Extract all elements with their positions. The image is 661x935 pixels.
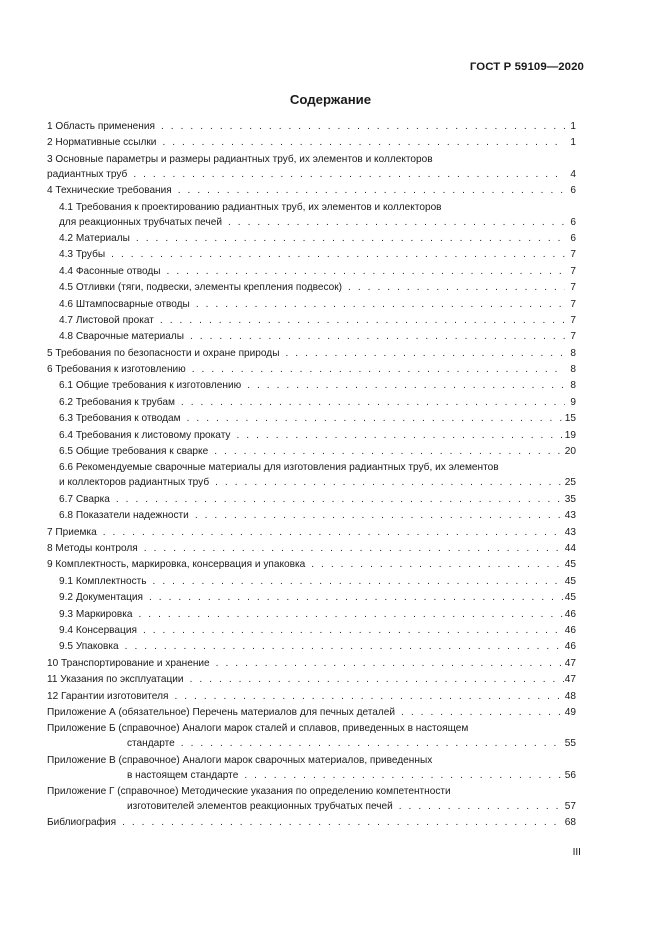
- dot-leader: [285, 346, 565, 361]
- toc-entry-label: 6.2 Требования к трубам: [59, 396, 175, 408]
- table-of-contents: [47, 119, 576, 832]
- dot-leader: [181, 736, 564, 751]
- toc-entry[interactable]: [47, 541, 576, 556]
- toc-entry-label: 5 Требования по безопасности и охране природы: [47, 347, 280, 359]
- toc-entry-label: 6.5 Общие требования к сварке: [59, 446, 209, 458]
- toc-entry-label: 4.2 Материалы: [59, 232, 130, 244]
- toc-entry-label: 4.3 Трубы: [59, 249, 106, 261]
- toc-entry-page: 43: [564, 526, 576, 538]
- toc-entry-label: 9.3 Маркировка: [59, 608, 133, 620]
- toc-entry-page: 6: [570, 232, 576, 244]
- toc-entry-page: 46: [564, 641, 576, 653]
- toc-entry[interactable]: [47, 753, 576, 783]
- toc-entry-label: 6.7 Сварка: [59, 493, 110, 505]
- dot-leader: [143, 623, 564, 638]
- dot-leader: [196, 297, 565, 312]
- dot-leader: [149, 590, 564, 605]
- toc-entry-page: 7: [570, 249, 576, 261]
- dot-leader: [181, 395, 565, 410]
- dot-leader: [247, 378, 565, 393]
- toc-entry[interactable]: [47, 346, 576, 361]
- toc-entry-label: изготовителей элементов реакционных трубчатых печей: [127, 801, 393, 813]
- dot-leader: [160, 313, 565, 328]
- toc-entry[interactable]: [47, 492, 576, 507]
- toc-entry[interactable]: [47, 247, 576, 262]
- toc-entry[interactable]: [47, 574, 576, 589]
- toc-entry-label: Приложение Г (справочное) Методические указания по определению компетентности: [47, 786, 451, 798]
- toc-entry[interactable]: [47, 639, 576, 654]
- toc-entry[interactable]: [47, 329, 576, 344]
- toc-entry-label: и коллекторов радиантных труб: [59, 477, 210, 489]
- dot-leader: [174, 689, 563, 704]
- toc-entry[interactable]: [47, 395, 576, 410]
- toc-entry-page: 47: [564, 657, 576, 669]
- dot-leader: [190, 329, 565, 344]
- toc-entry-label: 11 Указания по эксплуатации: [47, 674, 184, 686]
- toc-entry[interactable]: [47, 672, 576, 687]
- toc-entry[interactable]: [47, 705, 576, 720]
- toc-entry-page: 49: [564, 706, 576, 718]
- toc-entry-label: 6.3 Требования к отводам: [59, 413, 181, 425]
- toc-entry-label: 4.8 Сварочные материалы: [59, 331, 184, 343]
- toc-entry-label: 4.7 Листовой прокат: [59, 314, 154, 326]
- toc-entry-page: 45: [564, 592, 576, 604]
- toc-entry[interactable]: [47, 784, 576, 814]
- dot-leader: [103, 525, 564, 540]
- toc-entry-label: 12 Гарантии изготовителя: [47, 690, 169, 702]
- toc-entry-label: стандарте: [127, 738, 175, 750]
- toc-entry-page: 44: [564, 542, 576, 554]
- dot-leader: [399, 799, 564, 814]
- toc-entry[interactable]: [47, 444, 576, 459]
- dot-leader: [133, 167, 565, 182]
- dot-leader: [244, 768, 563, 783]
- toc-entry-label: 8 Методы контроля: [47, 542, 138, 554]
- toc-entry-page: 55: [564, 738, 576, 750]
- toc-entry-page: 7: [570, 265, 576, 277]
- page-number: III: [572, 847, 581, 858]
- toc-entry[interactable]: [47, 378, 576, 393]
- dot-leader: [161, 119, 565, 134]
- toc-entry-label: 4.1 Требования к проектированию радиантных труб, их элементов и коллекторов: [59, 201, 442, 213]
- toc-entry[interactable]: [47, 183, 576, 198]
- toc-entry-page: 1: [570, 121, 576, 132]
- toc-entry-label: Приложение Б (справочное) Аналоги марок сталей и сплавов, приведенных в настоящем: [47, 723, 469, 735]
- toc-entry-page: 15: [564, 413, 576, 425]
- toc-entry-page: 47: [564, 674, 576, 686]
- toc-entry-label: 4.5 Отливки (тяги, подвески, элементы крепления подвесок): [59, 282, 343, 294]
- toc-entry-page: 25: [564, 477, 576, 489]
- toc-entry-page: 6: [570, 216, 576, 228]
- toc-entry-label: 6.1 Общие требования к изготовлению: [59, 380, 242, 392]
- toc-entry-page: 45: [564, 575, 576, 587]
- toc-entry-page: 7: [570, 282, 576, 294]
- toc-entry-label: 4 Технические требования: [47, 185, 172, 197]
- toc-entry-label: Приложение В (справочное) Аналоги марок сварочных материалов, приведенных: [47, 754, 433, 766]
- toc-entry[interactable]: [47, 508, 576, 523]
- toc-entry-page: 8: [570, 380, 576, 392]
- document-code: ГОСТ Р 59109—2020: [469, 61, 584, 73]
- dot-leader: [311, 557, 564, 572]
- toc-entry-page: 9: [570, 396, 576, 408]
- dot-leader: [125, 639, 564, 654]
- toc-entry-page: 7: [570, 314, 576, 326]
- toc-entry-label: радиантных труб: [47, 168, 128, 180]
- dot-leader: [236, 428, 563, 443]
- toc-entry[interactable]: [47, 231, 576, 246]
- toc-entry-page: 68: [564, 817, 576, 829]
- toc-entry[interactable]: [47, 313, 576, 328]
- toc-entry[interactable]: [47, 689, 576, 704]
- toc-entry-page: 7: [570, 331, 576, 343]
- toc-entry-page: 46: [564, 624, 576, 636]
- toc-entry[interactable]: [47, 721, 576, 751]
- toc-entry-page: 57: [564, 801, 576, 813]
- toc-entry-page: 45: [564, 559, 576, 571]
- dot-leader: [136, 231, 565, 246]
- toc-entry-label: 6.6 Рекомендуемые сварочные материалы для изготовления радиантных труб, их элементов: [59, 462, 499, 474]
- toc-entry[interactable]: [47, 362, 576, 377]
- toc-entry[interactable]: [47, 428, 576, 443]
- toc-entry[interactable]: [47, 623, 576, 638]
- toc-entry[interactable]: [47, 119, 576, 134]
- toc-entry-page: 7: [570, 298, 576, 310]
- dot-leader: [187, 411, 564, 426]
- toc-entry[interactable]: [47, 152, 576, 182]
- toc-entry-page: 8: [570, 347, 576, 359]
- toc-entry-page: 35: [564, 493, 576, 505]
- toc-entry-page: 56: [564, 769, 576, 781]
- toc-entry[interactable]: [47, 200, 576, 230]
- toc-entry-label: 7 Приемка: [47, 526, 97, 538]
- dot-leader: [216, 656, 564, 671]
- toc-entry[interactable]: [47, 525, 576, 540]
- dot-leader: [178, 183, 565, 198]
- dot-leader: [195, 508, 564, 523]
- dot-leader: [116, 492, 564, 507]
- dot-leader: [214, 444, 564, 459]
- toc-entry-page: 4: [570, 168, 576, 180]
- dot-leader: [153, 574, 564, 589]
- dot-leader: [167, 264, 565, 279]
- dot-leader: [401, 705, 564, 720]
- toc-entry-label: 2 Нормативные ссылки: [47, 137, 157, 149]
- toc-entry-label: 9.4 Консервация: [59, 624, 137, 636]
- toc-entry[interactable]: [47, 815, 576, 830]
- toc-entry[interactable]: [47, 557, 576, 572]
- toc-entry-label: 4.4 Фасонные отводы: [59, 265, 161, 277]
- dot-leader: [122, 815, 564, 830]
- toc-entry-label: для реакционных трубчатых печей: [59, 216, 222, 228]
- toc-entry[interactable]: [47, 460, 576, 490]
- toc-entry-page: 8: [570, 364, 576, 376]
- toc-entry-label: 9.5 Упаковка: [59, 641, 119, 653]
- toc-entry[interactable]: [47, 280, 576, 295]
- dot-leader: [162, 135, 565, 150]
- toc-entry-label: в настоящем стандарте: [127, 769, 239, 781]
- dot-leader: [111, 247, 565, 262]
- toc-entry-label: 10 Транспортирование и хранение: [47, 657, 210, 669]
- toc-entry[interactable]: [47, 135, 576, 150]
- toc-entry-label: 4.6 Штампосварные отводы: [59, 298, 190, 310]
- toc-entry-label: 9 Комплектность, маркировка, консервация и упаковка: [47, 559, 306, 571]
- toc-entry[interactable]: [47, 264, 576, 279]
- dot-leader: [228, 215, 565, 230]
- dot-leader: [215, 475, 564, 490]
- toc-entry[interactable]: [47, 590, 576, 605]
- toc-entry-page: 19: [564, 429, 576, 441]
- toc-entry-page: 43: [564, 510, 576, 522]
- toc-entry[interactable]: [47, 297, 576, 312]
- toc-entry-label: 6 Требования к изготовлению: [47, 364, 186, 376]
- dot-leader: [348, 280, 565, 295]
- dot-leader: [138, 607, 563, 622]
- toc-entry-label: 6.8 Показатели надежности: [59, 510, 189, 522]
- toc-entry-label: 9.1 Комплектность: [59, 575, 147, 587]
- toc-entry-page: 1: [570, 137, 576, 149]
- dot-leader: [144, 541, 564, 556]
- toc-entry-label: Библиография: [47, 817, 117, 829]
- toc-entry-label: 6.4 Требования к листовому прокату: [59, 429, 231, 441]
- toc-entry[interactable]: [47, 411, 576, 426]
- toc-entry[interactable]: [47, 656, 576, 671]
- toc-entry-label: Приложение А (обязательное) Перечень материалов для печных деталей: [47, 706, 396, 718]
- dot-leader: [190, 672, 564, 687]
- dot-leader: [192, 362, 565, 377]
- toc-entry-label: 9.2 Документация: [59, 592, 143, 604]
- toc-entry-page: 46: [564, 608, 576, 620]
- toc-title: Содержание: [289, 92, 372, 107]
- toc-entry-page: 6: [570, 185, 576, 197]
- toc-entry-page: 20: [564, 446, 576, 458]
- toc-entry-label: 3 Основные параметры и размеры радиантных труб, их элементов и коллекторов: [47, 153, 433, 165]
- toc-entry-label: 1 Область применения: [47, 121, 155, 132]
- toc-entry[interactable]: [47, 607, 576, 622]
- toc-entry-page: 48: [564, 690, 576, 702]
